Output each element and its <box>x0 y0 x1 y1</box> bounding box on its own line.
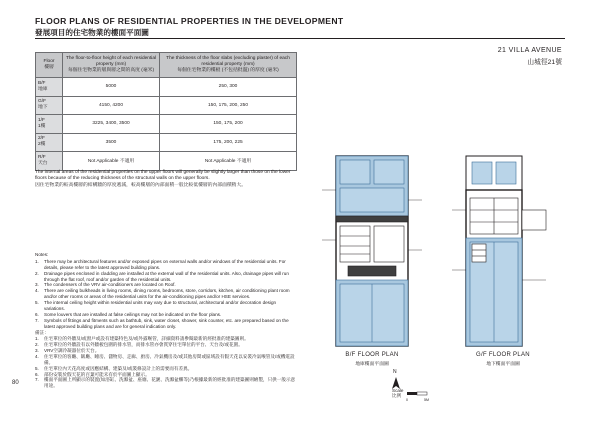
bf-plan-label: B/F FLOOR PLAN <box>345 352 399 358</box>
page-title: FLOOR PLANS OF RESIDENTIAL PROPERTIES IN THE DEVELOPMENT <box>35 16 344 26</box>
height-cell: 4150, 4200 <box>63 96 160 115</box>
floor-cell: B/F 地庫 <box>36 78 63 97</box>
note-item-zh: 5. 住宅單位內天花高度或因應結構、建築及/或裝修設計上的需要而有差異。 <box>35 365 193 371</box>
height-cell: 3225, 3400, 3500 <box>63 115 160 134</box>
gf-plan-label: G/F FLOOR PLAN <box>476 352 530 358</box>
scale-end: 5M <box>424 398 429 402</box>
title-rule <box>35 38 565 39</box>
col-header-height: The floor-to-floor height of each residential property (mm) 每個住宅物業的層與層之間的高度 (毫米) <box>63 53 160 78</box>
slab-cell: 150, 175, 200 <box>160 115 297 134</box>
page-number: 80 <box>12 380 19 386</box>
scale-bar: Scale 比例 <box>392 388 404 398</box>
floor-height-table <box>35 52 297 171</box>
internal-area-note: The internal areas of the residential properties on the upper floors will generally be slightly larger than those on the lower floors because of the reducing thickness of the structural walls on the upper floors. 因住宅物業的較高樓層的結構牆的厚度遞減，較高樓層的內部面積一般比較低樓層的內部面積稍大。 <box>35 170 291 188</box>
height-cell: 3500 <box>63 133 160 152</box>
table-row <box>36 96 297 115</box>
table-row <box>36 115 297 134</box>
gf-floor-plan-drawing <box>432 150 572 350</box>
scale-start: 0 <box>406 398 408 402</box>
table-row <box>36 152 297 171</box>
note-item-zh: 2. 住宅單位的外牆設有以外牆板包圍的排水管，而排水管亦會貫穿住宅單位的平台、天台及/或花園。 <box>35 342 243 348</box>
table-row <box>36 78 297 97</box>
notes-title-zh: 備註： <box>35 330 49 336</box>
col-header-slab: The thickness of the floor slabs (excluding plaster) of each residential property (mm) 每個住宅物業的樓板 (不包括批盪) 的厚度 (毫米) <box>160 53 297 78</box>
slab-cell: 250, 300 <box>160 78 297 97</box>
note-item: 3. The condensers of the VRV air-conditioners are located on Roof. <box>35 282 176 288</box>
floor-cell: R/F 天台 <box>36 152 63 171</box>
scale-bar-graphic <box>406 390 432 398</box>
note-item: 6. Some louvers that are installed at false ceilings may not be indicated on the floor plans. <box>35 311 222 317</box>
note-item-zh: 1. 住宅單位的外牆及/或窗戶或設有建築特色及/或外露喉管，詳細資料請參閱最新的經批准的建築圖則。 <box>35 336 249 342</box>
note-item: 5. The internal ceiling height within residential units may vary due to structural, architectural and/or decoration design variations. <box>35 300 277 311</box>
note-item: 2. Drainage pipes enclosed in cladding are installed at the external wall of the residential units. Also, drainage pipes will run through the flat roof, roof and/or garden of the residential units. <box>35 270 289 282</box>
floor-cell: G/F 地下 <box>36 96 63 115</box>
note-item: 1. There may be architectural features and/or exposed pipes on external walls and/or windows of the residential units. For details, please refer to the latest approved building plans. <box>35 258 286 270</box>
height-cell: 5000 <box>63 78 160 97</box>
height-cell: Not Applicable 不適用 <box>63 152 160 171</box>
property-name: 21 VILLA AVENUE <box>497 47 562 54</box>
notes-section <box>35 252 297 389</box>
bf-floor-plan-drawing <box>318 150 426 350</box>
gf-plan-label-zh: 地下樓面平面圖 <box>486 362 520 367</box>
slab-cell: 175, 200, 225 <box>160 133 297 152</box>
note-item-zh: 4. 住宅單位的客廳、飯廳、睡房、儲物房、走廊、廚房、冷氣機房及/或其他房間或區域設有假天花以安裝冷氣喉管及/或機電設備。 <box>35 353 295 365</box>
floor-cell: 1/F 1樓 <box>36 115 63 134</box>
north-label: N <box>393 369 397 375</box>
note-item-zh: 3. VRV空調冷凝器位於天台。 <box>35 348 100 353</box>
notes-title: Notes: <box>35 252 49 257</box>
slab-cell: 150, 175, 200, 250 <box>160 96 297 115</box>
note-item: 7. Symbols of fittings and fitments such as bathtub, sink, water closet, shower, sink counter, etc. are prepared based on the latest approved building plans and are for general indication only. <box>35 317 289 329</box>
note-item-zh: 6. 部份安裝於假天花的百葉可能未有於平面圖上顯示。 <box>35 371 150 377</box>
slab-cell: Not Applicable 不適用 <box>160 152 297 171</box>
floor-cell: 2/F 2樓 <box>36 133 63 152</box>
note-item-zh: 7. 樓面平面圖上所顯示的裝置(如浴缸、洗滌盆、座廁、花灑、洗滌盆櫃等)乃根據最新的經批准的建築圖則繪製，只供一般示意用途。 <box>35 377 296 389</box>
page-title-zh: 發展項目的住宅物業的樓面平面圖 <box>35 28 149 37</box>
note-item: 4. There are ceiling bulkheads in living rooms, dining rooms, bedrooms, store, corridors, kitchen, air conditioning plant room and/or other rooms or areas of the residential units for the air-conditioning pipes and/or HSE services. <box>35 288 290 300</box>
col-header-floor: Floor 樓層 <box>36 53 63 78</box>
table-row <box>36 133 297 152</box>
bf-plan-label-zh: 地庫樓面平面圖 <box>355 362 389 367</box>
property-name-zh: 山城徑21號 <box>527 59 562 66</box>
